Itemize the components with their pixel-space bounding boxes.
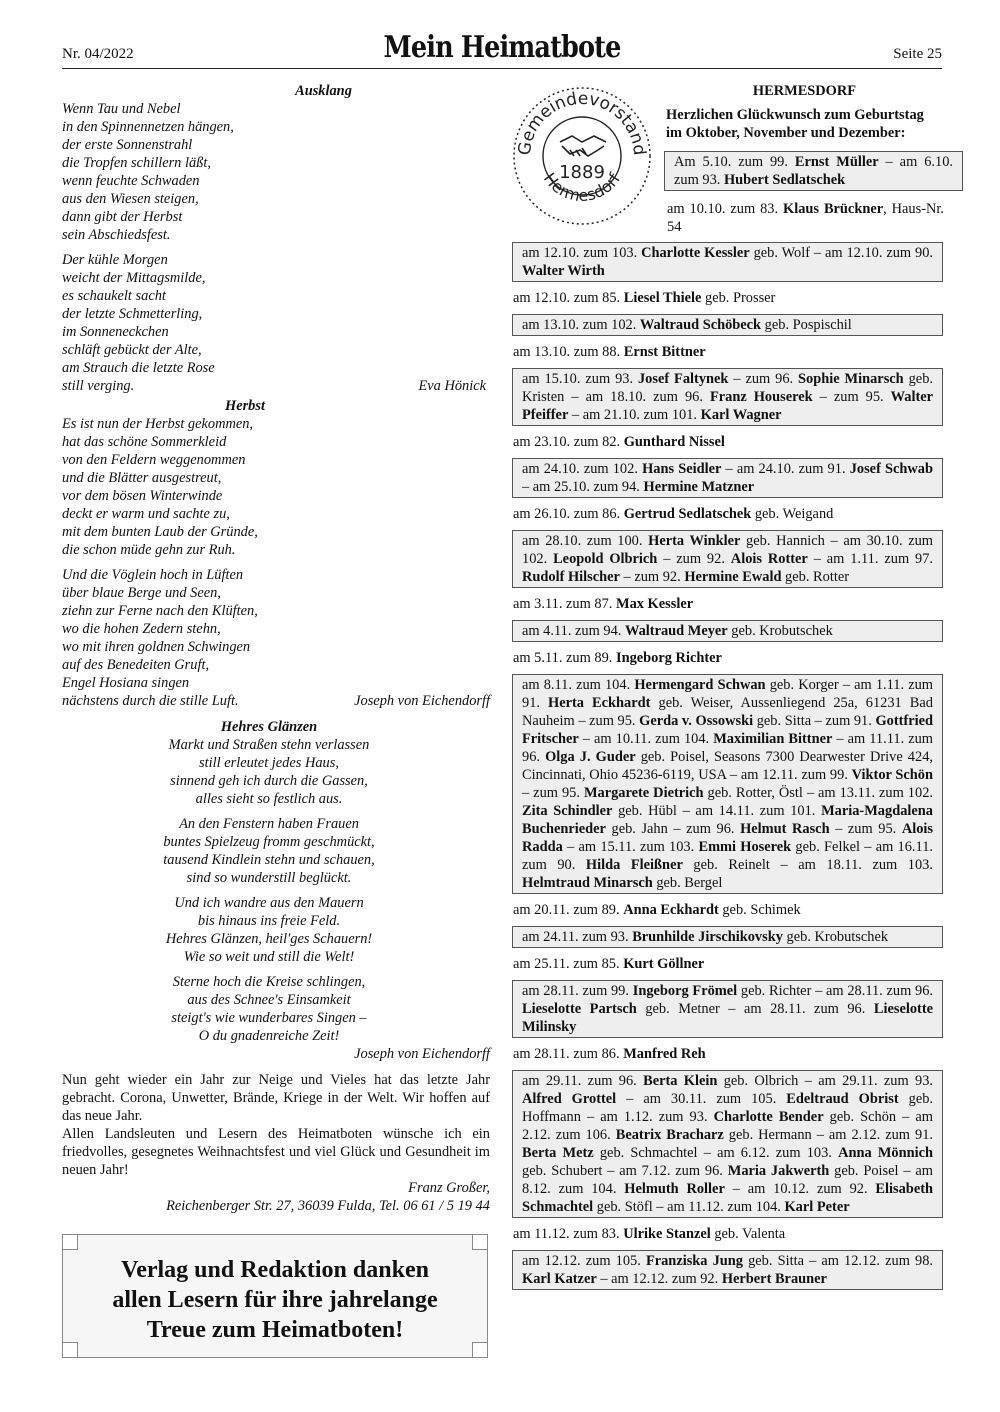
- person-name: Herta Eckhardt: [548, 695, 651, 711]
- poem-line: aus den Wiesen steigen,: [62, 191, 199, 207]
- poem-title: Hehres Glänzen: [220, 719, 318, 735]
- birthday-entry: [512, 1225, 943, 1243]
- poem-line: Und ich wandre aus den Mauern: [174, 895, 364, 911]
- birthday-entry-boxed: [512, 368, 943, 426]
- birthday-entry: [512, 595, 943, 613]
- person-name: Liesel Thiele: [623, 290, 702, 306]
- person-name: Margarete Dietrich: [583, 785, 704, 801]
- birthday-entry-boxed: [512, 1250, 943, 1290]
- person-name: Walter Wirth: [522, 263, 605, 279]
- poem-stanza: [62, 100, 490, 244]
- person-name: Charlotte Bender: [713, 1109, 824, 1125]
- thanks-line: Treue zum Heimatboten!: [146, 1317, 404, 1343]
- person-name: Gottfried Fritscher: [522, 713, 934, 747]
- person-name: Hans Seidler: [642, 461, 722, 477]
- person-name: Alfred Grottel: [522, 1091, 617, 1107]
- entry-text: am 25.11. zum 85.: [513, 956, 624, 972]
- birthday-entry-boxed: [512, 458, 943, 498]
- birthday-entry-boxed: [512, 620, 943, 642]
- entry-text: , Haus-Nr. 54: [667, 201, 944, 235]
- entry-text: geb. Sitta – am 12.12. zum 98.: [743, 1253, 933, 1269]
- poem-line: hat das schöne Sommerkleid: [62, 434, 227, 450]
- entry-text: – zum 95.: [812, 389, 891, 405]
- person-name: Klaus Brückner: [783, 201, 884, 217]
- poem-line: sind so wunderstill beglückt.: [186, 870, 352, 886]
- entry-text: geb. Hoffmann – am 1.12. zum 93.: [522, 1091, 934, 1125]
- poem-title: Ausklang: [295, 83, 352, 99]
- poem-line: deckt er warm und sachte zu,: [62, 506, 230, 522]
- poem-line: An den Fenstern haben Frauen: [179, 816, 359, 832]
- entry-text: am 24.11. zum 93.: [522, 929, 633, 945]
- poem-line: wenn feuchte Schwaden: [62, 173, 200, 189]
- birthday-entry: [512, 433, 943, 451]
- entry-text: geb. Weiser, Aussenliegend 25a, 61231 Bad Nauheim – zum 95.: [522, 695, 933, 729]
- poem-line: wo mit ihren goldnen Schwingen: [62, 639, 251, 655]
- person-name: Waltraud Meyer: [624, 623, 728, 639]
- person-name: Hermengard Schwan: [634, 677, 766, 693]
- entry-text: – am 21.10. zum 101.: [568, 407, 701, 423]
- poem-line: Der kühle Morgen: [62, 252, 168, 268]
- person-name: Alois Rotter: [730, 551, 808, 567]
- person-name: Josef Faltynek: [637, 371, 729, 387]
- person-name: Zita Schindler: [522, 803, 613, 819]
- poem-last-line-with-author: [62, 692, 490, 710]
- entry-text: am 28.11. zum 86.: [513, 1046, 624, 1062]
- poem-line: Wenn Tau und Nebel: [62, 101, 181, 117]
- thanks-box: [62, 1234, 488, 1358]
- poem-line: Es ist nun der Herbst gekommen,: [62, 416, 254, 432]
- person-name: Olga J. Guder: [545, 749, 636, 765]
- person-name: Ulrike Stanzel: [623, 1226, 711, 1242]
- person-name: Gertrud Sedlatschek: [623, 506, 752, 522]
- person-name: Leopold Olbrich: [553, 551, 658, 567]
- poem-line: ziehn zur Ferne nach den Klüften,: [62, 603, 258, 619]
- poem-line: sein Abschiedsfest.: [62, 227, 171, 243]
- person-name: Max Kessler: [615, 596, 694, 612]
- poem-hehres-glaenzen: [62, 718, 490, 1063]
- poem-line: Hehres Glänzen, heil'ges Schauern!: [165, 931, 373, 947]
- entry-text: geb. Prosser: [701, 290, 776, 306]
- entry-text: geb. Pospischil: [761, 317, 852, 333]
- poem-line: Wie so weit und still die Welt!: [183, 949, 355, 965]
- entry-text: – am 10.11. zum 104.: [578, 731, 714, 747]
- person-name: Ingeborg Frömel: [632, 983, 738, 999]
- frame-corner: [62, 1234, 78, 1250]
- person-name: Ernst Müller: [794, 154, 879, 170]
- thanks-line: allen Lesern für ihre jahrelange: [112, 1287, 438, 1313]
- entry-text: geb. Felkel – am 16.11. zum 90.: [522, 839, 933, 873]
- entry-text: geb. Metner – am 28.11. zum 96.: [636, 1001, 874, 1017]
- entry-text: – am 30.11. zum 105.: [616, 1091, 787, 1107]
- entry-text: am 5.11. zum 89.: [513, 650, 616, 666]
- page-number: Seite 25: [893, 46, 942, 62]
- person-name: Sophie Minarsch: [798, 371, 904, 387]
- poem-line: von den Feldern weggenommen: [62, 452, 246, 468]
- person-name: Hermine Ewald: [684, 569, 782, 585]
- person-name: Maximilian Bittner: [713, 731, 833, 747]
- poem-herbst: [62, 397, 490, 710]
- person-name: Kurt Göllner: [623, 956, 705, 972]
- person-name: Gunthard Nissel: [623, 434, 725, 450]
- entry-text: geb. Richter – am 28.11. zum 96.: [737, 983, 934, 999]
- entry-text: am 26.10. zum 86.: [513, 506, 624, 522]
- closing-message: [62, 1071, 490, 1215]
- poem-line: aus des Schnee's Einsamkeit: [187, 992, 351, 1008]
- entry-text: am 8.11. zum 104.: [522, 677, 635, 693]
- entry-text: – am 24.10. zum 91.: [721, 461, 850, 477]
- page-header: [62, 30, 942, 69]
- person-name: Manfred Reh: [623, 1046, 706, 1062]
- poem-line: schläft gebückt der Alte,: [62, 342, 202, 358]
- person-name: Lieselotte Partsch: [522, 1001, 637, 1017]
- entry-text: am 12.10. zum 85.: [513, 290, 624, 306]
- entry-text: – am 10.12. zum 92.: [724, 1181, 876, 1197]
- person-name: Karl Katzer: [522, 1271, 597, 1287]
- person-name: Ernst Bittner: [623, 344, 706, 360]
- entry-text: geb. Hermann – am 2.12. zum 91.: [723, 1127, 933, 1143]
- entry-text: am 3.11. zum 87.: [513, 596, 616, 612]
- birthday-entry-boxed: [512, 1070, 943, 1218]
- poem-stanza: [62, 415, 490, 559]
- person-name: Elisabeth Schmachtel: [522, 1181, 933, 1215]
- poem-line: alles sieht so festlich aus.: [195, 791, 343, 807]
- person-name: Walter Pfeiffer: [522, 389, 934, 423]
- entry-text: am 12.12. zum 105.: [522, 1253, 646, 1269]
- birthday-entry: [512, 505, 943, 523]
- poem-line: buntes Spielzeug fromm geschmückt,: [163, 834, 375, 850]
- entry-text: am 11.12. zum 83.: [513, 1226, 624, 1242]
- entry-text: am 23.10. zum 82.: [513, 434, 624, 450]
- poem-line: weicht der Mittagsmilde,: [62, 270, 206, 286]
- birthday-heading-block: [666, 82, 943, 142]
- entry-text: geb. Hübl – am 14.11. zum 101.: [612, 803, 822, 819]
- person-name: Emmi Hoserek: [698, 839, 792, 855]
- stamp-year: 1889: [559, 162, 605, 183]
- entry-text: – zum 96.: [728, 371, 799, 387]
- closing-paragraph: Nun geht wieder ein Jahr zur Neige und Vieles hat das letzte Jahr gebracht. Corona, Unwetter, Brände, Kriege in der Welt. Wir hoffen auf das neue Jahr.: [62, 1072, 490, 1124]
- person-name: Waltraud Schöbeck: [639, 317, 762, 333]
- poem-line: sinnend geh ich durch die Gassen,: [170, 773, 368, 789]
- poem-line: vor dem bösen Winterwinde: [62, 488, 223, 504]
- issue-number: Nr. 04/2022: [62, 46, 134, 62]
- poem-line: der erste Sonnenstrahl: [62, 137, 193, 153]
- poem-line: still verging.: [62, 378, 135, 394]
- poem-line: der letzte Schmetterling,: [62, 306, 203, 322]
- entry-text: geb. Rotter, Östl – am 13.11. zum 102.: [703, 785, 933, 801]
- entry-text: geb. Hannich – am 30.10. zum 102.: [522, 533, 933, 567]
- person-name: Franziska Jung: [645, 1253, 743, 1269]
- poem-line: tausend Kindlein stehn und schauen,: [163, 852, 375, 868]
- entry-text: – am 6.10. zum 93.: [674, 154, 953, 188]
- entry-text: geb. Poisel – am 8.12. zum 104.: [522, 1163, 933, 1197]
- poem-author: Eva Hönick: [418, 378, 486, 394]
- stamp-top-text: Gemeindevorstand: [514, 88, 650, 157]
- poem-author: Joseph von Eichendorff: [354, 693, 490, 709]
- person-name: Hilda Fleißner: [585, 857, 683, 873]
- poem-stanza: [48, 973, 490, 1045]
- person-name: Herta Winkler: [648, 533, 741, 549]
- person-name: Alois Radda: [522, 821, 933, 855]
- poem-stanza: [48, 815, 490, 887]
- person-name: Berta Metz: [522, 1145, 594, 1161]
- birthday-entry-boxed: [512, 530, 943, 588]
- person-name: Berta Klein: [643, 1073, 718, 1089]
- entry-text: – am 15.11. zum 103.: [562, 839, 699, 855]
- poem-line: auf des Benedeiten Gruft,: [62, 657, 210, 673]
- person-name: Herbert Brauner: [721, 1271, 827, 1287]
- entry-text: geb. Schimek: [718, 902, 801, 918]
- poem-ausklang: [62, 82, 490, 395]
- person-name: Josef Schwab: [849, 461, 933, 477]
- entry-text: am 12.10. zum 103.: [522, 245, 642, 261]
- thanks-line: Verlag und Redaktion danken: [121, 1257, 429, 1283]
- entry-text: geb. Poisel, Seasons 7300 Dearwester Drive 424, Cincinnati, Ohio 45236-6119, USA – am 12.11. zum 99.: [522, 749, 933, 783]
- birthday-list: [512, 242, 943, 1297]
- gemeindevorstand-stamp: [510, 84, 655, 229]
- person-name: Maria-Magdalena Buchenrieder: [522, 803, 933, 837]
- birthday-entry-boxed: [512, 980, 943, 1038]
- person-name: Anna Mönnich: [838, 1145, 933, 1161]
- birthday-entry-boxed: [512, 242, 943, 282]
- entry-text: – zum 95.: [829, 821, 902, 837]
- poem-line: im Sonneneckchen: [62, 324, 169, 340]
- closing-paragraph: Allen Landsleuten und Lesern des Heimatboten wünsche ich ein friedvolles, gesegnetes Weihnachtsfest und viel Glück und Gesundheit im neuen Jahr!: [62, 1126, 490, 1178]
- person-name: Helmut Rasch: [740, 821, 830, 837]
- birthday-entry-boxed: [512, 674, 943, 894]
- entry-text: – zum 92.: [619, 569, 685, 585]
- person-name: Lieselotte Milinsky: [522, 1001, 933, 1035]
- entry-text: am 4.11. zum 94.: [522, 623, 625, 639]
- poem-line: Engel Hosiana singen: [62, 675, 190, 691]
- birthday-entry-boxed: [664, 151, 963, 191]
- person-name: Edeltraud Obrist: [786, 1091, 899, 1107]
- poem-stanza: [62, 566, 490, 710]
- poem-title: Herbst: [225, 398, 265, 414]
- entry-text: – am 12.12. zum 92.: [596, 1271, 722, 1287]
- section-subheading: Herzlichen Glückwunsch zum Geburtstag im Oktober, November und Dezember:: [666, 107, 924, 141]
- entry-text: geb. Reinelt – am 18.11. zum 103.: [682, 857, 933, 873]
- poem-stanza: [48, 894, 490, 966]
- entry-text: am 29.11. zum 96.: [522, 1073, 644, 1089]
- entry-text: am 10.10. zum 83.: [667, 201, 784, 217]
- entry-text: – zum 95.: [522, 785, 584, 801]
- birthday-entry: [512, 343, 943, 361]
- person-name: Rudolf Hilscher: [522, 569, 620, 585]
- birthday-entry: [512, 901, 943, 919]
- poem-line: in den Spinnennetzen hängen,: [62, 119, 234, 135]
- poem-line: es schaukelt sacht: [62, 288, 166, 304]
- poem-line: über blaue Berge und Seen,: [62, 585, 221, 601]
- person-name: Maria Jakwerth: [727, 1163, 830, 1179]
- person-name: Viktor Schön: [851, 767, 933, 783]
- signature-name: Franz Großer,: [408, 1180, 490, 1196]
- person-name: Beatrix Bracharz: [615, 1127, 724, 1143]
- left-column: [62, 82, 490, 1215]
- poem-line: die schon müde gehn zur Ruh.: [62, 542, 236, 558]
- person-name: Helmuth Roller: [624, 1181, 725, 1197]
- poem-author: Joseph von Eichendorff: [354, 1046, 490, 1062]
- entry-text: am 28.11. zum 99.: [522, 983, 633, 999]
- poem-line: steigt's wie wunderbares Singen –: [171, 1010, 367, 1026]
- poem-line: am Strauch die letzte Rose: [62, 360, 215, 376]
- poem-line: nächstens durch die stille Luft.: [62, 693, 239, 709]
- person-name: Ingeborg Richter: [615, 650, 722, 666]
- person-name: Karl Peter: [784, 1199, 850, 1215]
- thanks-text: [63, 1255, 487, 1345]
- handshake-icon: [560, 136, 606, 156]
- person-name: Brunhilde Jirschikovsky: [632, 929, 783, 945]
- entry-text: – am 11.11. zum 96.: [522, 731, 933, 765]
- poem-line: mit dem bunten Laub der Gründe,: [62, 524, 258, 540]
- poem-line: und die Blätter ausgestreut,: [62, 470, 222, 486]
- entry-text: am 15.10. zum 93.: [522, 371, 638, 387]
- masthead-logo: Mein Heimatbote: [383, 30, 621, 65]
- entry-text: geb. Rotter: [781, 569, 849, 585]
- poem-line: dann gibt der Herbst: [62, 209, 183, 225]
- person-name: Franz Houserek: [709, 389, 813, 405]
- entry-text: am 13.10. zum 88.: [513, 344, 624, 360]
- poem-last-line-with-author: [62, 377, 490, 395]
- entry-text: geb. Olbrich – am 29.11. zum 93.: [717, 1073, 933, 1089]
- person-name: Charlotte Kessler: [641, 245, 750, 261]
- poem-line: Markt und Straßen stehn verlassen: [168, 737, 370, 753]
- entry-text: – am 25.10. zum 94.: [522, 479, 644, 495]
- poem-line: still erleutet jedes Haus,: [199, 755, 339, 771]
- poem-line: wo die hohen Zedern stehn,: [62, 621, 221, 637]
- entry-text: – am 1.11. zum 97.: [807, 551, 934, 567]
- entry-text: geb. Kristen – am 18.10. zum 96.: [522, 371, 933, 405]
- person-name: Hubert Sedlatschek: [723, 172, 846, 188]
- entry-text: geb. Bergel: [652, 875, 723, 891]
- person-name: Anna Eckhardt: [623, 902, 719, 918]
- entry-text: am 24.10. zum 102.: [522, 461, 643, 477]
- birthday-entry: [512, 1045, 943, 1063]
- entry-text: geb. Wolf – am 12.10. zum 90.: [749, 245, 933, 261]
- poem-line: O du gnadenreiche Zeit!: [198, 1028, 340, 1044]
- section-heading: HERMESDORF: [752, 83, 857, 99]
- entry-text: geb. Schön – am 2.12. zum 106.: [522, 1109, 933, 1143]
- poem-line: Sterne hoch die Kreise schlingen,: [172, 974, 366, 990]
- entry-text: am 28.10. zum 100.: [522, 533, 649, 549]
- birthday-entry: [512, 955, 943, 973]
- entry-text: am 13.10. zum 102.: [522, 317, 640, 333]
- birthday-entry-boxed: [512, 314, 943, 336]
- poem-line: Und die Vöglein hoch in Lüften: [62, 567, 244, 583]
- entry-text: geb. Korger – am 1.11. zum 91.: [522, 677, 933, 711]
- birthday-entry: [512, 649, 943, 667]
- birthday-entry-boxed: [512, 926, 943, 948]
- birthday-entry: [512, 289, 943, 307]
- entry-text: geb. Weigand: [751, 506, 834, 522]
- frame-corner: [472, 1234, 488, 1250]
- entry-text: geb. Valenta: [710, 1226, 786, 1242]
- signature-address: Reichenberger Str. 27, 36039 Fulda, Tel. 06 61 / 5 19 44: [166, 1198, 490, 1214]
- entry-text: am 20.11. zum 89.: [513, 902, 624, 918]
- entry-text: geb. Jahn – zum 96.: [605, 821, 741, 837]
- entry-text: Am 5.10. zum 99.: [674, 154, 795, 170]
- person-name: Gerda v. Ossowski: [639, 713, 754, 729]
- person-name: Hermine Matzner: [643, 479, 755, 495]
- entry-text: geb. Schmachtel – am 6.12. zum 103.: [593, 1145, 839, 1161]
- entry-text: geb. Krobutschek: [782, 929, 889, 945]
- entry-text: geb. Schubert – am 7.12. zum 96.: [522, 1163, 728, 1179]
- poem-line: die Tropfen schillern läßt,: [62, 155, 211, 171]
- entry-text: geb. Krobutschek: [727, 623, 833, 639]
- poem-stanza: [48, 736, 490, 808]
- person-name: Helmtraud Minarsch: [522, 875, 653, 891]
- birthday-entry: [666, 200, 945, 236]
- entry-text: – zum 92.: [657, 551, 731, 567]
- person-name: Karl Wagner: [700, 407, 782, 423]
- entry-text: geb. Sitta – zum 91.: [753, 713, 876, 729]
- poem-line: bis hinaus ins freie Feld.: [197, 913, 341, 929]
- poem-stanza: [62, 251, 490, 395]
- entry-text: geb. Stöfl – am 11.12. zum 104.: [593, 1199, 785, 1215]
- stamp-bottom-text: Hermesdorf: [539, 169, 625, 206]
